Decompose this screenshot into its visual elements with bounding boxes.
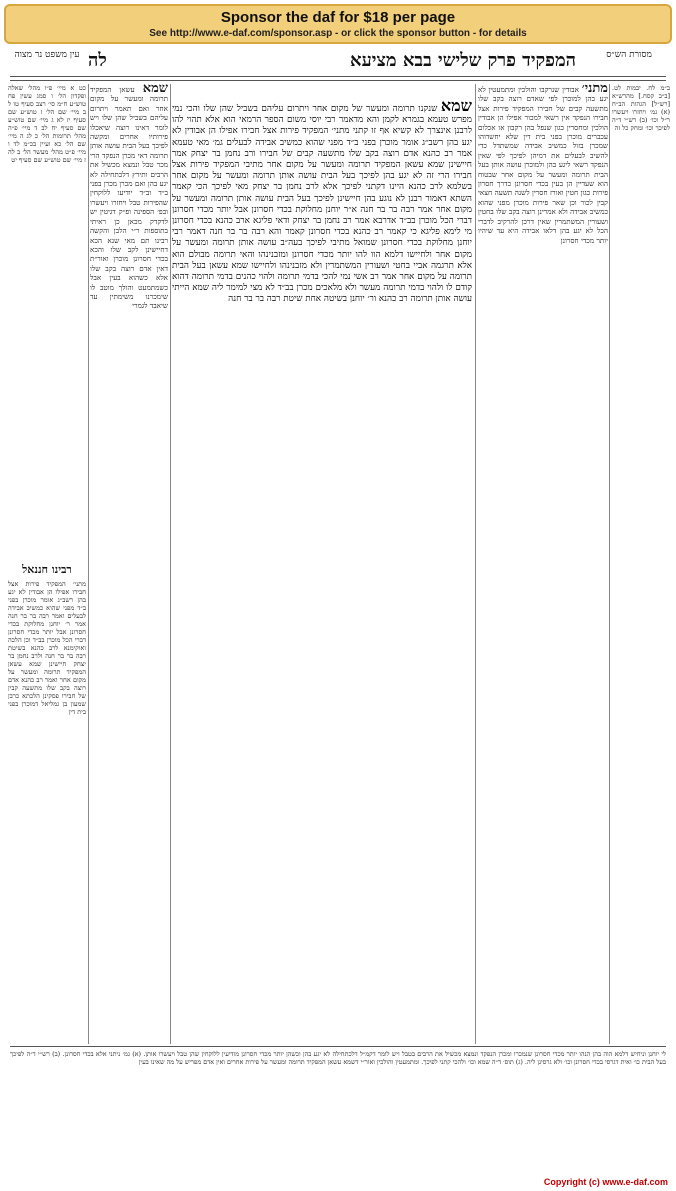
tractate-title: המפקיד פרק שלישי בבא מציעא — [350, 50, 576, 71]
sponsor-banner[interactable] — [4, 4, 672, 44]
footnotes-text: לי יוחנן וניחיש דלמא הוה בהן הנהו יותר מכדי חסרונן שנמכרו ומכרן הנפקד ונמצא מכשיל את הרבים בטבל ויש לומר דקמ״ל דלכתחילה לא יגע בהן וכשהן יותר מכדי חסרונן מודיעין ללוקחין שהן טבל ויעשרו אותן. (א) גמ׳ ניתני אלא בכדי חסרונן. (ב) רש״י ד״ה לפיכך בעל הבית כו׳ ואית דגרסי בכדי חסרונן וכו׳ ולא גרסינן ליה. (ג) תוס׳ ד״ה שמא וכו׳ ולהכי קתני לפיכך. ומתמעטין והולכין ואור״י דשמא עשאן המפקיד תרומה ומעשר על פירות אחרים ואין אדם מפריש על מה שאינו בעין — [10, 1050, 666, 1066]
column-divider — [88, 84, 89, 1044]
sponsor-subline[interactable]: See http://www.e-daf.com/sponsor.asp - or click the sponsor button - for details — [149, 28, 527, 39]
ein-mishpat-heading: עין משפט נר מצוה — [14, 50, 80, 60]
footer-rule — [10, 1046, 666, 1047]
tosafot-opening-word: שמא — [142, 84, 168, 96]
rashi-text: אבודין שנרקבו והולכין ומתמעטין לא יגע בהן למוכרן לפי שאדם רוצה בקב שלו מתשעה קבים של חבירו המפקיד פירות אצל חבירו הנפקד אין רשאי למכור אפילו הן אבודין הולכין ומחסרין כגון שנפל בהן רקבון או אכלום עכברים מוכרן בפני בית דין שלא יחשדוהו שמכרן בזול כמשיב אבידה שמשתדל כדי להשיב לבעלים את דמיהן לפיכך לפי שאין הנפקד רשאי ליגע בהן ולמוכרן עושה אותן בעל הבית תרומה ומעשר על מקום אחר שבטוח הוא שעדיין הן בעין בכדי חסרונן כדרך חסרון פירות כגון חטין ואורז חסרין לשנה תשעה חצאי קבין לכור וכן שאר פירות מוכרן מפני שהוא כמשיב אבידה ולא אמרינן רוצה בקב שלו בחטין ושעורין המשתמרין שאין דרכן להרקיב לדברי הכל לא יגע בהן דלאו אבידה היא עד שיהיו יותר מכדי חסרונן — [478, 85, 608, 245]
folio-number: לה — [88, 50, 107, 71]
ein-mishpat-column — [8, 84, 86, 554]
column-divider — [475, 84, 476, 1044]
page-header — [10, 50, 666, 72]
tosafot-commentary — [90, 84, 168, 1034]
mesoret-text: ב״מ לח. יבמות לט. [ב״ב קסח.] מהרש״א [רש״ל] הגהות הב״ח (א) גמ׳ ויחזרו ויעשרו ר״ל וכו׳ (ב) רש״י ד״ה לפיכך וכו׳ ומחק כל זה — [612, 84, 670, 132]
tosafot-text: עשאן המפקיד תרומה ומעשר על מקום אחר ואם תאמר ויתרום עליהם בשביל שהן שלו ויש לומר דאינו רוצה שיאכלו פירותיו אחרים ומקשה לפיכך בעל הבית עושה אותן תרומה דאי מכרן הנפקד הרי מכר טבל ונמצא מכשיל את הרבים ותירץ דלכתחילה לא יגע בהן ואם מכרן מכרן בפני ב״ד וב״ד יודיעו ללוקחין שהפירות טבל ויחזרו ויעשרו ובפ׳ הספינה ופ״ק דגיטין יש לדקדק מכאן כן ראיתי בתוספות ר״י הלבן והקשה רבינו תם מאי שנא הכא דחיישינן לקב שלו והכא בכדי חסרונן מוכרן ואור״ת דאין אדם רוצה בקב שלו אלא כשהוא בעין אבל כשמתמעט והולך מוטב לו שימכרנו משימתין עד שיאבד לגמרי — [90, 85, 168, 311]
copyright-link[interactable]: Copyright (c) www.e-daf.com — [543, 1177, 668, 1187]
gemara-text-block — [172, 100, 472, 1000]
ein-mishpat-text: כט א מיי׳ פ״ו מהל׳ שאלה ופקדון הל׳ ו סמג עשין פח טוש״ע ח״מ סי׳ רצב סעיף טו ל ב מיי׳ שם הל׳ ז טוש״ע שם סעיף יז לא ג מיי׳ שם טוש״ע שם סעיף יח לב ד מיי׳ פ״ה מהל׳ תרומות הל׳ כ לג ה מיי׳ שם הל׳ כא ועיין בכ״מ לד ו מיי׳ פ״ט מהל׳ מעשר הל׳ ב לה ז מיי׳ שם טוש״ע שם סעיף יט — [8, 84, 86, 164]
gemara-text: שנקנו תרומה ומעשר של מקום אחר ויתרום עליהם בשביל שהן שלו והכי נמי מפרש טעמא בגמרא לקמן והא מדאמר רבי יוסי משום הספר הרמאי הוא אלא תהוי להו לרבנן אינצרך לא קשיא אף זו קתני מתני׳ המפקיד פירות אצל חבירו אפילו הן אבודין לא יגע בהן רשב״ג אומר מוכרן בפני ב״ד מפני שהוא כמשיב אבידה לבעלים גמ׳ מאי טעמא אמר רב כהנא אדם רוצה בקב שלו מתשעה קבים של חבירו ורב נחמן בר יצחק אמר חיישינן שמא עשאן המפקיד תרומה ומעשר על מקום אחר מתיבי המפקיד פירות אצל חבירו הרי זה לא יגע בהן לפיכך בעל הבית עושה אותן תרומה ומעשר על מקום אחר בשלמא לרב כהנא היינו דקתני לפיכך אלא לרב נחמן בר יצחק מאי לפיכך הכי קאמר השתא דאמור רבנן לא נוגע בהן חיישינן לפיכך בעל הבית עושה אותן תרומה ומעשר על מקום אחר אמר רבה בר בר חנה א״ר יוחנן מחלוקת בכדי חסרונן אבל יותר מכדי חסרונן דברי הכל מוכרן בב״ד אדרבא אמר רב נחמן בר יצחק ודאי פליגא ארב כהנא בכדי חסרונן מי לימא פליגא כי קאמר רב כהנא בכדי חסרונן קאמר והא רבה בר בר חנה דאמר רבי יוחנן מחלוקת בכדי חסרונן שמואל מתיבי לפיכך בעה״ב עושה אותן תרומה ומעשר על מקום אחר ולחיישו דלמא הוו להו יותר מכדי חסרונן ומזבנינהו והאי תרומה מבולם הוא אלא תרגמה אביי בחטי ושעורין המשתמרין ולא מזבנינהו ולחיישו שמא עשאן בעל הבית תרומה על מקום אחר אמר רב אשי נמי להכי בדמי תרומה ולהוי כהנים בדמי תרומה דהוא קודם לו ולהוי בדמי תרומה מעשר ולא מלאכים מכרן בב״ד לא מצי למימר ליה שמא הייתי עושה אותן תרומה רב כהנא ור׳ יוחנן בשיטה אחת שיטת רבה בר בר חנה — [172, 104, 472, 305]
rabbenu-chananel-column — [8, 580, 86, 1040]
footnotes-block — [10, 1050, 666, 1170]
rabbenu-chananel-text: מתני׳ המפקיד פירות אצל חבירו אפילו הן אבודין לא יגע בהן רשב״ג אומר מוכרן בפני ב״ד מפני שהוא כמשיב אבידה לבעלים ואמר רבה בר בר חנה אמר ר׳ יוחנן מחלוקת בכדי חסרונן אבל יותר מכדי חסרונן דברי הכל מוכרן בב״ד וכן הלכה ואוקימנא לרב כהנא בשיטת רבה בר בר חנה ולרב נחמן בר יצחק חיישינן שמא עשאן המפקיד תרומה ומעשר על מקום אחר ואמר רב כהנא אדם רוצה בקב שלו מתשעה קבין של חבירו פסקינן הלכתא כרבן שמעון בן גמליאל דמוכרן בפני בית דין — [8, 580, 86, 716]
header-rule — [10, 76, 666, 77]
column-divider — [609, 84, 610, 1044]
rashi-commentary — [478, 84, 608, 1034]
header-rule-double — [10, 80, 666, 81]
rabbenu-chananel-title: רבינו חננאל — [22, 563, 72, 576]
rashi-opening-word: מתני׳ — [581, 84, 608, 96]
column-divider — [170, 84, 171, 1044]
gemara-opening-word: שמא — [440, 100, 472, 115]
sponsor-headline: Sponsor the daf for $18 per page — [220, 9, 456, 26]
mesoret-heading: מסורת הש״ס — [606, 50, 652, 60]
mesoret-hashas-column — [612, 84, 670, 384]
